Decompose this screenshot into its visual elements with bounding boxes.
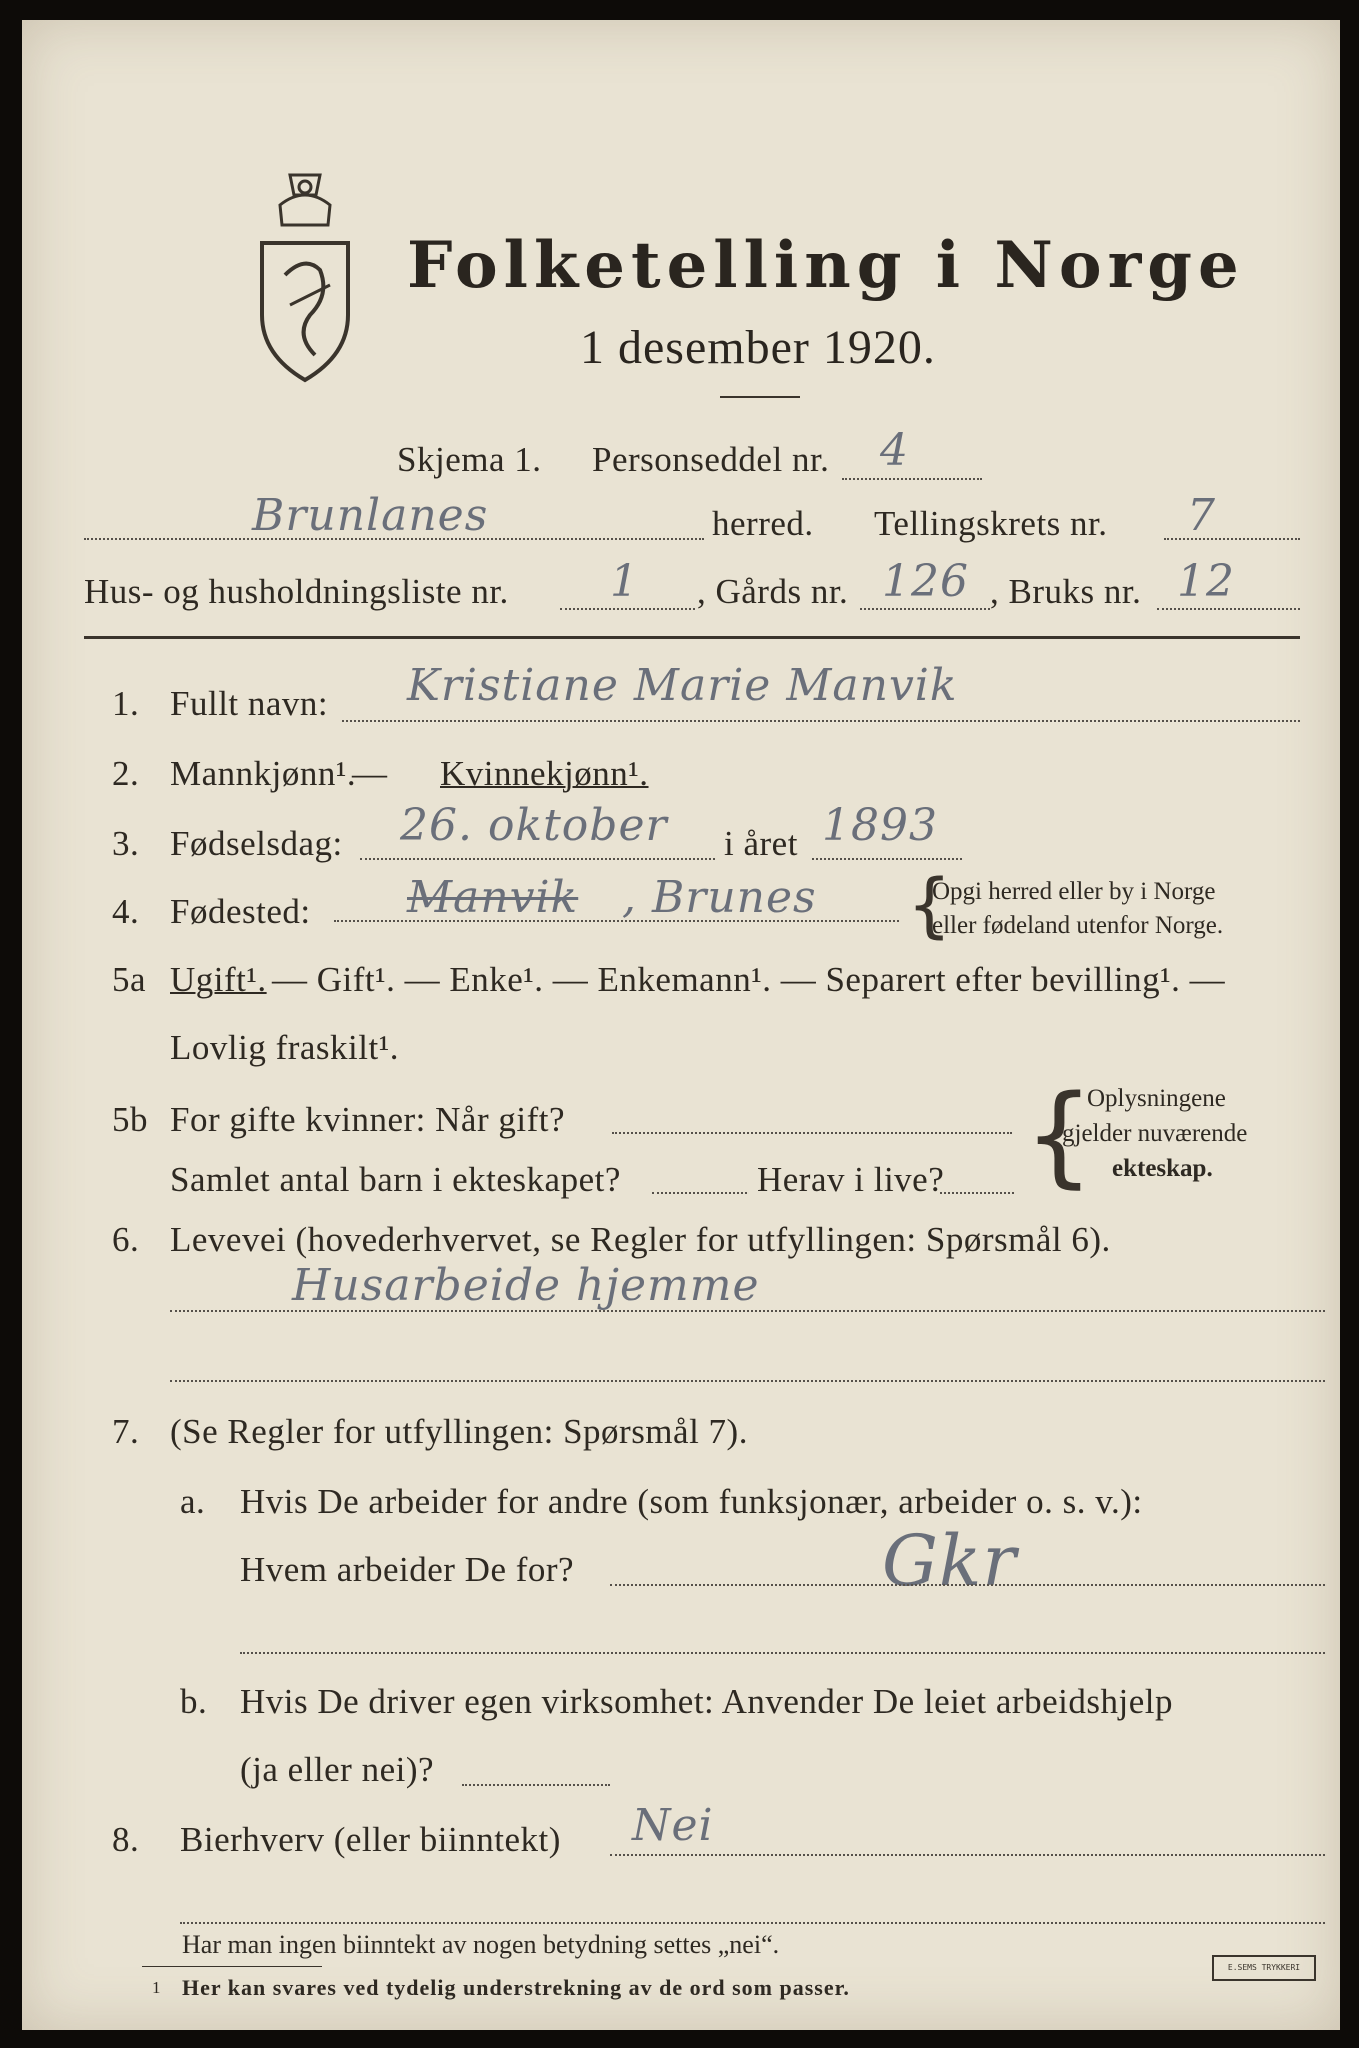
q7a-line2: Hvem arbeider De for? (240, 1550, 575, 1589)
q3-year-line (812, 858, 962, 860)
personseddel-value: 4 (880, 425, 909, 476)
q6-label: Levevei (hovederhvervet, se Regler for utfyllingen: Spørsmål 6). (170, 1220, 1111, 1259)
herred-line (84, 538, 704, 540)
q6-number: 6. (112, 1220, 140, 1259)
bruks-value: 12 (1177, 556, 1235, 607)
q8-number: 8. (112, 1820, 140, 1859)
q7-number: 7. (112, 1412, 140, 1451)
q2-dash: — (352, 754, 388, 793)
q7a-line (610, 1584, 1325, 1586)
q6-line2 (170, 1380, 1325, 1382)
q8-line-extra (180, 1922, 1325, 1924)
q7b-line2: (ja eller nei)? (240, 1750, 435, 1789)
form-date: 1 desember 1920. (580, 321, 936, 374)
q5b-heravilive: Herav i live? (757, 1160, 945, 1199)
q3-label: Fødselsdag: (170, 824, 343, 863)
q8-value: Nei (632, 1800, 714, 1851)
tellingskrets-line (1164, 538, 1300, 540)
q3-year-label: i året (724, 824, 798, 863)
q2-female-option: Kvinnekjønn¹. (440, 754, 649, 793)
q8-label: Bierhverv (eller biinntekt) (180, 1820, 561, 1859)
q5b-note-line3: ekteskap. (1112, 1155, 1213, 1182)
footnote-text: Her kan svares ved tydelig understrekning av de ord som passer. (182, 1975, 850, 2000)
q1-value: Kristiane Marie Manvik (407, 660, 958, 711)
q4-value: , Brunes (622, 872, 817, 923)
tellingskrets-label: Tellingskrets nr. (874, 504, 1108, 543)
q3-year-value: 1893 (822, 800, 938, 851)
form-title: Folketelling i Norge (407, 228, 1245, 303)
footnote-rule (142, 1966, 322, 1967)
q5b-number: 5b (112, 1100, 148, 1139)
q4-note-line1: Opgi herred eller by i Norge (932, 878, 1216, 905)
coat-of-arms-icon (250, 165, 360, 385)
q1-label: Fullt navn: (170, 684, 329, 723)
q7a-line-extra (240, 1652, 1325, 1654)
q5b-line1: For gifte kvinner: Når gift? (170, 1100, 566, 1139)
herred-value: Brunlanes (252, 490, 489, 541)
bruks-label: , Bruks nr. (990, 572, 1142, 611)
q5a-other-options: — Gift¹. — Enke¹. — Enkemann¹. — Separert efter bevilling¹. — (272, 960, 1226, 999)
q4-struck-value: Manvik (407, 872, 579, 923)
q7b-line (462, 1784, 610, 1786)
q1-line (342, 720, 1300, 722)
footer-note: Har man ingen biinntekt av nogen betydning settes „nei“. (182, 1930, 780, 1959)
bruks-line (1157, 608, 1300, 610)
skjema-label: Skjema 1. (397, 440, 542, 479)
husliste-label: Hus- og husholdningsliste nr. (84, 572, 509, 611)
q7-label: (Se Regler for utfyllingen: Spørsmål 7). (170, 1412, 748, 1451)
q5b-line2-dots (652, 1192, 747, 1194)
q6-line1 (170, 1310, 1325, 1312)
herred-label: herred. (712, 504, 814, 543)
q5b-note-line2: gjelder nuværende (1062, 1120, 1248, 1147)
q4-note-line2: eller fødeland utenfor Norge. (932, 912, 1224, 939)
gards-line (860, 608, 990, 610)
q5b-brace: { (1024, 1071, 1094, 1199)
title-divider (720, 396, 800, 398)
q3-value: 26. oktober (400, 800, 668, 851)
q4-brace: { (907, 864, 952, 946)
q5a-number: 5a (112, 960, 147, 999)
q3-line (360, 858, 715, 860)
q2-male-option: Mannkjønn¹. (170, 754, 357, 793)
q5b-line1-dots (612, 1132, 1012, 1134)
q5a-fraskilt-option: Lovlig fraskilt¹. (170, 1028, 399, 1067)
q6-value: Husarbeide hjemme (292, 1260, 760, 1311)
husliste-value: 1 (610, 556, 639, 607)
section-divider (84, 636, 1300, 639)
q2-number: 2. (112, 754, 140, 793)
q7b-line1: Hvis De driver egen virksomhet: Anvender De leiet arbeidshjelp (240, 1682, 1173, 1721)
q7b-letter: b. (180, 1682, 208, 1721)
q5b-line2: Samlet antal barn i ekteskapet? (170, 1160, 621, 1199)
personseddel-label: Personseddel nr. (592, 440, 830, 479)
gards-value: 126 (882, 556, 969, 607)
printer-stamp: E.SEMS TRYKKERI (1212, 1955, 1316, 1981)
footnote-mark: 1 (152, 1978, 161, 1997)
census-form-sheet (22, 20, 1340, 2030)
q7a-line1: Hvis De arbeider for andre (som funksjonær, arbeider o. s. v.): (240, 1482, 1143, 1521)
q5b-heravilive-dots (940, 1192, 1014, 1194)
q5b-note-line1: Oplysningene (1087, 1085, 1226, 1112)
q1-number: 1. (112, 684, 140, 723)
q5a-ugift-option: Ugift¹. (170, 960, 267, 999)
gards-label: , Gårds nr. (697, 572, 849, 611)
personseddel-line (842, 478, 982, 480)
q8-line (610, 1854, 1325, 1856)
tellingskrets-value: 7 (1187, 490, 1216, 541)
q4-label: Fødested: (170, 892, 311, 931)
q4-line (334, 920, 899, 922)
q4-number: 4. (112, 892, 140, 931)
husliste-line (560, 608, 695, 610)
q7a-value: Gkr (882, 1520, 1017, 1602)
q7a-letter: a. (180, 1482, 206, 1521)
q3-number: 3. (112, 824, 140, 863)
